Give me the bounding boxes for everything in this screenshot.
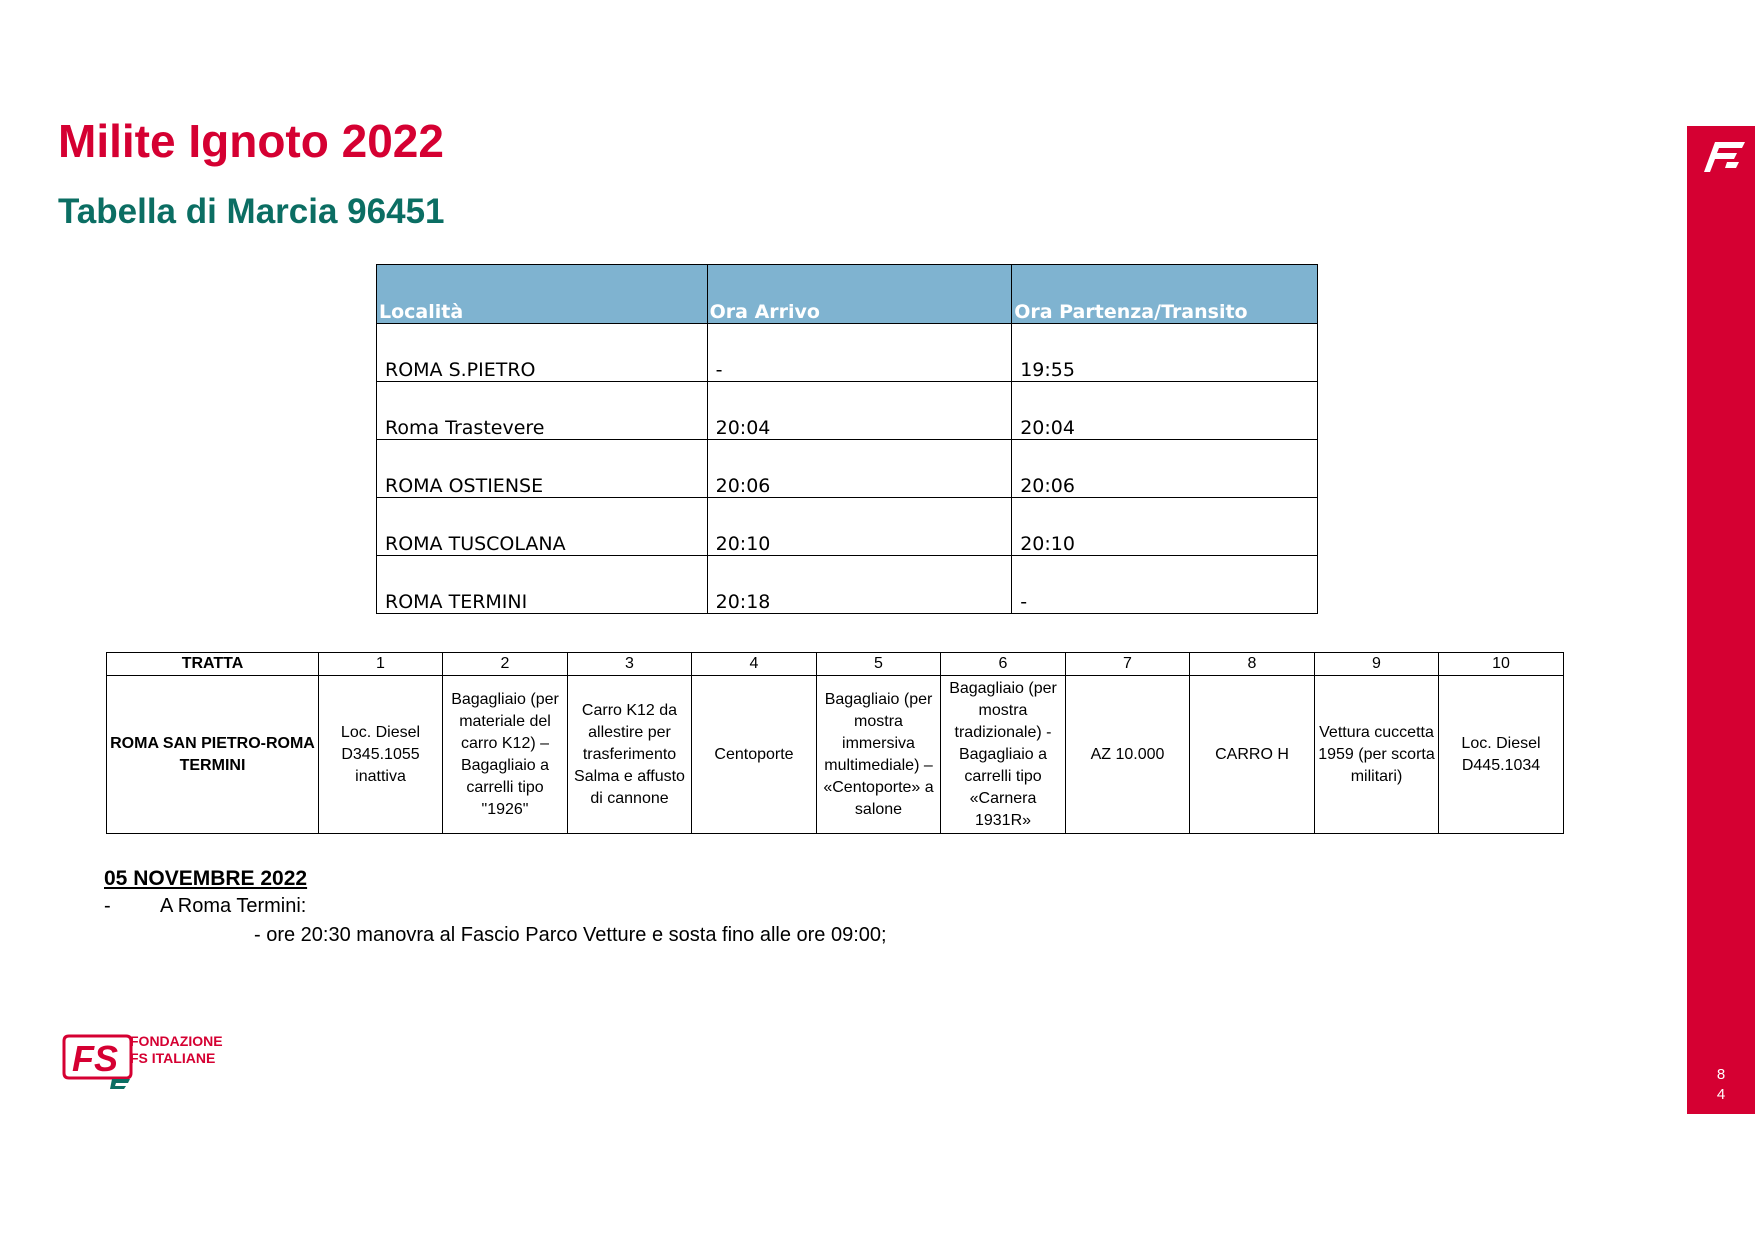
cell-arrival: 20:18 (707, 556, 1012, 614)
header-col-6: 6 (941, 653, 1066, 676)
cell-arrival: 20:10 (707, 498, 1012, 556)
cell-arrival: - (707, 324, 1012, 382)
cell-station: ROMA OSTIENSE (377, 440, 708, 498)
header-localita: Località (377, 265, 708, 324)
brand-line-1: FONDAZIONE (130, 1033, 223, 1049)
table-row (377, 382, 1318, 440)
train-consist-table (106, 652, 1564, 834)
notes-line-2: - ore 20:30 manovra al Fascio Parco Vetture e sosta fino alle ore 09:00; (254, 924, 887, 946)
timetable (376, 264, 1318, 614)
header-ora-arrivo: Ora Arrivo (707, 265, 1012, 324)
cell-arrival: 20:06 (707, 440, 1012, 498)
svg-text:FS: FS (72, 1038, 119, 1079)
cell-departure: - (1012, 556, 1318, 614)
consist-cell-1: Loc. Diesel D345.1055 inattiva (319, 676, 443, 834)
header-col-1: 1 (319, 653, 443, 676)
consist-cell-3: Carro K12 da allestire per trasferimento Salma e affusto di cannone (568, 676, 692, 834)
consist-cell-2: Bagagliaio (per materiale del carro K12) – Bagagliaio a carrelli tipo "1926" (443, 676, 568, 834)
table-row (377, 440, 1318, 498)
cell-station: ROMA S.PIETRO (377, 324, 708, 382)
fondazione-fs-logo-icon (58, 1033, 136, 1089)
header-col-3: 3 (568, 653, 692, 676)
cell-station: Roma Trastevere (377, 382, 708, 440)
consist-cell-6: Bagagliaio (per mostra tradizionale) - Bagagliaio a carrelli tipo «Carnera 1931R» (941, 676, 1066, 834)
header-ora-partenza: Ora Partenza/Transito (1012, 265, 1318, 324)
consist-row (107, 676, 1564, 834)
consist-cell-9: Vettura cuccetta 1959 (per scorta militari) (1315, 676, 1439, 834)
timetable-header-row (377, 265, 1318, 324)
consist-cell-8: CARRO H (1190, 676, 1315, 834)
cell-arrival: 20:04 (707, 382, 1012, 440)
consist-header-row (107, 653, 1564, 676)
header-col-9: 9 (1315, 653, 1439, 676)
page-subtitle: Tabella di Marcia 96451 (58, 192, 445, 231)
page-number-digit-2: 4 (1716, 1086, 1726, 1103)
header-col-8: 8 (1190, 653, 1315, 676)
cell-tratta: ROMA SAN PIETRO-ROMA TERMINI (107, 676, 319, 834)
header-col-5: 5 (817, 653, 941, 676)
cell-station: ROMA TERMINI (377, 556, 708, 614)
fs-trenitalia-icon (1701, 136, 1747, 176)
table-row (377, 556, 1318, 614)
fondazione-brand (130, 1033, 223, 1067)
cell-departure: 19:55 (1012, 324, 1318, 382)
header-col-4: 4 (692, 653, 817, 676)
page-number-digit-1: 8 (1716, 1066, 1726, 1083)
cell-station: ROMA TUSCOLANA (377, 498, 708, 556)
consist-cell-5: Bagagliaio (per mostra immersiva multimediale) – «Centoporte» a salone (817, 676, 941, 834)
notes-bullet: - (104, 895, 111, 917)
side-brand-bar (1687, 126, 1755, 1114)
header-col-10: 10 (1439, 653, 1564, 676)
page-title: Milite Ignoto 2022 (58, 115, 444, 167)
cell-departure: 20:04 (1012, 382, 1318, 440)
brand-line-2: FS ITALIANE (130, 1050, 216, 1066)
consist-cell-4: Centoporte (692, 676, 817, 834)
notes-line-1: A Roma Termini: (160, 895, 307, 917)
consist-cell-7: AZ 10.000 (1066, 676, 1190, 834)
header-col-2: 2 (443, 653, 568, 676)
cell-departure: 20:10 (1012, 498, 1318, 556)
table-row (377, 324, 1318, 382)
table-row (377, 498, 1318, 556)
header-col-7: 7 (1066, 653, 1190, 676)
cell-departure: 20:06 (1012, 440, 1318, 498)
header-tratta: TRATTA (107, 653, 319, 676)
notes-date: 05 NOVEMBRE 2022 (104, 867, 308, 890)
consist-cell-10: Loc. Diesel D445.1034 (1439, 676, 1564, 834)
